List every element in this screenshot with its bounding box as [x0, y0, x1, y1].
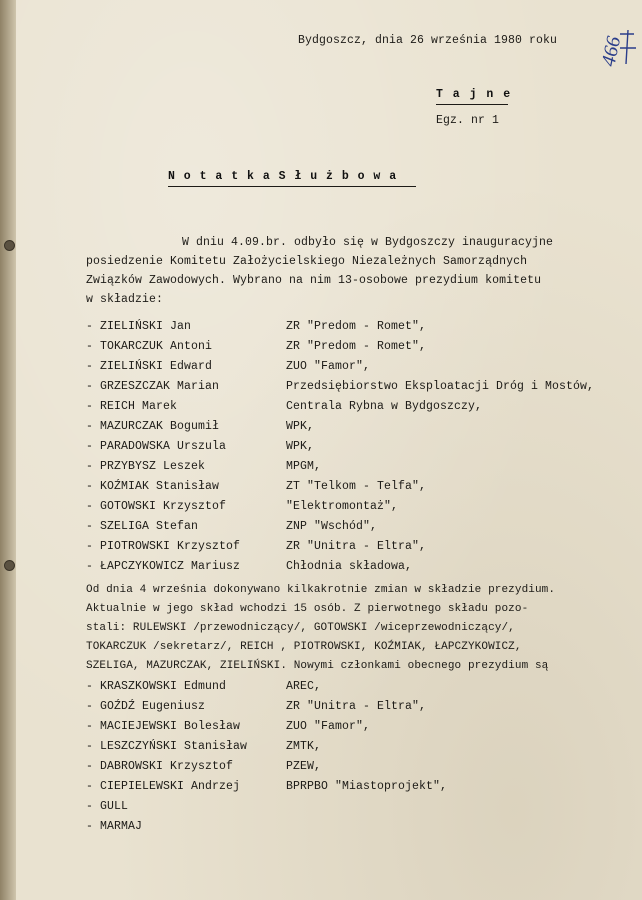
member-org: ZR "Unitra - Eltra", [286, 700, 427, 713]
member-org: ZR "Predom - Romet", [286, 320, 427, 333]
member-name: KRASZKOWSKI Edmund [100, 680, 227, 693]
member-name: ŁAPCZYKOWICZ Mariusz [100, 560, 241, 573]
member-name: DABROWSKI Krzysztof [100, 760, 234, 773]
member-name: PARADOWSKA Urszula [100, 440, 227, 453]
classification-underline [436, 104, 508, 105]
member-org: MPGM, [286, 460, 322, 473]
member-name: TOKARCZUK Antoni [100, 340, 213, 353]
punch-hole [4, 240, 15, 251]
member-name: MAZURCZAK Bogumił [100, 420, 220, 433]
member-name: GOŹDŹ Eugeniusz [100, 700, 206, 713]
changes-line: stali: RULEWSKI /przewodniczący/, GOTOWSKI /wiceprzewodniczący/, [86, 622, 515, 634]
document-page: Bydgoszcz, dnia 26 września 1980 roku 466 T a j n e Egz. nr 1 N o t a t k a S ł u ż b o w a W dniu 4.09.br. odbyło się w Bydgoszczy inauguracyjne posiedzenie Komitetu Założycielskiego Niezależnych Samorządnych Związków Zawodowych. Wybrano na nim 13-osobowe prezydium komitetu w składzie: - ZIELIŃSKI Jan ZR "Predom - Romet", - TOKARCZUK Antoni ZR "Predom - Romet", - ZIELIŃSKI Edward ZUO "Famor", - GRZESZCZAK Marian Przedsiębiorstwo Eksploatacji Dróg i Mostów, - REICH Marek Centrala Rybna w Bydgoszczy, - MAZURCZAK Bogumił WPK, - PARADOWSKA Urszula WPK, - PRZYBYSZ Leszek MPGM, - KOŹMIAK Stanisław ZT "Telkom - Telfa", - GOTOWSKI Krzysztof "Elektromontaż", - SZELIGA Stefan ZNP "Wschód", - PIOTROWSKI Krzysztof ZR "Unitra - Eltra", - ŁAPCZYKOWICZ Mariusz Chłodnia składowa, Od dnia 4 września dokonywano kilkakrotnie zmian w składzie prezydium. Aktualnie w jego skład wchodzi 15 osób. Z pierwotnego składu pozo- stali: RULEWSKI /przewodniczący/, GOTOWSKI /wiceprzewodniczący/, TOKARCZUK /sekretarz/, REICH , PIOTROWSKI, KOŹMIAK, ŁAPCZYKOWICZ, SZELIGA, MAZURCZAK, ZIELIŃSKI. Nowymi członkami obecnego prezydium są - KRASZKOWSKI Edmund AREC, - GOŹDŹ Eugeniusz ZR "Unitra - Eltra", - MACIEJEWSKI Bolesław ZUO "Famor", - LESZCZYŃSKI Stanisław ZMTK, - DABROWSKI Krzysztof PZEW, - CIEPIELEWSKI Andrzej BPRPBO "Miastoprojekt", - GULL - MARMAJ [0, 0, 642, 900]
member-name: ZIELIŃSKI Jan [100, 320, 192, 333]
page-left-edge [0, 0, 16, 900]
member-name: MACIEJEWSKI Bolesław [100, 720, 241, 733]
member-org: Centrala Rybna w Bydgoszczy, [286, 400, 483, 413]
member-name: GULL [100, 800, 129, 813]
member-name: LESZCZYŃSKI Stanisław [100, 740, 248, 753]
document-title: N o t a t k a S ł u ż b o w a [168, 170, 398, 183]
member-org: ZR "Unitra - Eltra", [286, 540, 427, 553]
member-org: PZEW, [286, 760, 322, 773]
handwritten-number-text: 466 [597, 34, 626, 68]
intro-line: posiedzenie Komitetu Założycielskiego Niezależnych Samorządnych [86, 255, 528, 268]
member-name: KOŹMIAK Stanisław [100, 480, 220, 493]
intro-line: Związków Zawodowych. Wybrano na nim 13-osobowe prezydium komitetu [86, 274, 542, 287]
member-org: BPRPBO "Miastoprojekt", [286, 780, 448, 793]
member-org: ZUO "Famor", [286, 360, 371, 373]
member-org: ZUO "Famor", [286, 720, 371, 733]
place-date: Bydgoszcz, dnia 26 września 1980 roku [298, 34, 558, 47]
intro-line: W dniu 4.09.br. odbyło się w Bydgoszczy inauguracyjne [182, 236, 554, 249]
member-org: "Elektromontaż", [286, 500, 399, 513]
changes-line: TOKARCZUK /sekretarz/, REICH , PIOTROWSKI, KOŹMIAK, ŁAPCZYKOWICZ, [86, 641, 522, 653]
member-name: REICH Marek [100, 400, 178, 413]
classification-stamp: T a j n e [436, 88, 512, 101]
punch-hole [4, 560, 15, 571]
handwritten-number-drawing [588, 18, 640, 68]
member-name: GOTOWSKI Krzysztof [100, 500, 227, 513]
member-org: AREC, [286, 680, 322, 693]
handwritten-archive-number [588, 18, 640, 68]
title-underline [168, 186, 416, 187]
member-name: SZELIGA Stefan [100, 520, 199, 533]
member-org: ZMTK, [286, 740, 322, 753]
member-org: ZT "Telkom - Telfa", [286, 480, 427, 493]
changes-line: Od dnia 4 września dokonywano kilkakrotnie zmian w składzie prezydium. [86, 584, 556, 596]
intro-line: w składzie: [86, 293, 164, 306]
member-org: Chłodnia składowa, [286, 560, 413, 573]
member-name: ZIELIŃSKI Edward [100, 360, 213, 373]
member-org: ZNP "Wschód", [286, 520, 378, 533]
member-name: CIEPIELEWSKI Andrzej [100, 780, 241, 793]
member-org: ZR "Predom - Romet", [286, 340, 427, 353]
member-name: PIOTROWSKI Krzysztof [100, 540, 241, 553]
copy-number: Egz. nr 1 [436, 114, 500, 127]
changes-line: Aktualnie w jego skład wchodzi 15 osób. Z pierwotnego składu pozo- [86, 603, 529, 615]
member-org: Przedsiębiorstwo Eksploatacji Dróg i Mostów, [286, 380, 595, 393]
member-org: WPK, [286, 420, 315, 433]
member-name: PRZYBYSZ Leszek [100, 460, 206, 473]
changes-line: SZELIGA, MAZURCZAK, ZIELIŃSKI. Nowymi członkami obecnego prezydium są [86, 660, 549, 672]
member-org: WPK, [286, 440, 315, 453]
member-name: MARMAJ [100, 820, 143, 833]
member-name: GRZESZCZAK Marian [100, 380, 220, 393]
